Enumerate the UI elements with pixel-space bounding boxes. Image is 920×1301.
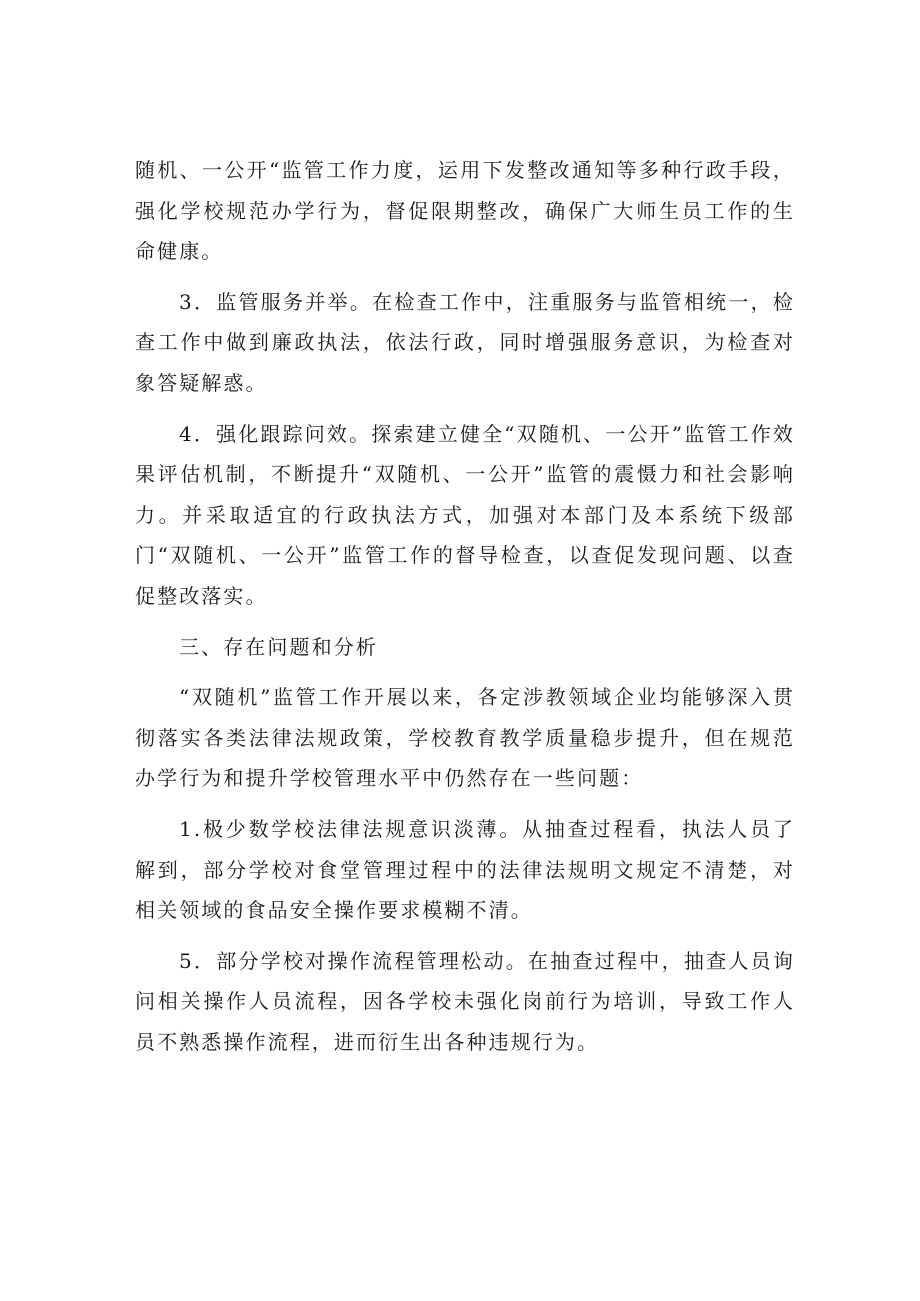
paragraph-intro: “双随机”监管工作开展以来，各定涉教领域企业均能够深入贯彻落实各类法律法规政策，学校教育教学质量稳步提升，但在规范办学行为和提升学校管理水平中仍然存在一些问题： (135, 685, 795, 791)
paragraph-continuation: 随机、一公开“监管工作力度，运用下发整改通知等多种行政手段，强化学校规范办学行为，督促限期整改，确保广大师生员工作的生命健康。 (135, 158, 795, 264)
section-heading: 三、存在问题和分析 (179, 634, 378, 659)
paragraph-problem-5: 5．部分学校对操作流程管理松动。在抽查过程中，抽查人员询问相关操作人员流程，因各学校未强化岗前行为培训，导致工作人员不熟悉操作流程，进而衍生出各种违规行为。 (135, 948, 795, 1054)
paragraph-item-3: 3．监管服务并举。在检查工作中，注重服务与监管相统一，检查工作中做到廉政执法，依法行政，同时增强服务意识，为检查对象答疑解惑。 (135, 289, 795, 395)
paragraph-item-4: 4．强化跟踪问效。探索建立健全“双随机、一公开”监管工作效果评估机制，不断提升“双随机、一公开”监管的震慑力和社会影响力。并采取适宜的行政执法方式，加强对本部门及本系统下级部门“双随机、一公开”监管工作的督导检查，以查促发现问题、以查促整改落实。 (135, 421, 795, 608)
document-body (135, 150, 795, 1072)
paragraph-problem-1: 1.极少数学校法律法规意识淡薄。从抽查过程看，执法人员了解到，部分学校对食堂管理过程中的法律法规明文规定不清楚，对相关领域的食品安全操作要求模糊不清。 (135, 816, 795, 923)
